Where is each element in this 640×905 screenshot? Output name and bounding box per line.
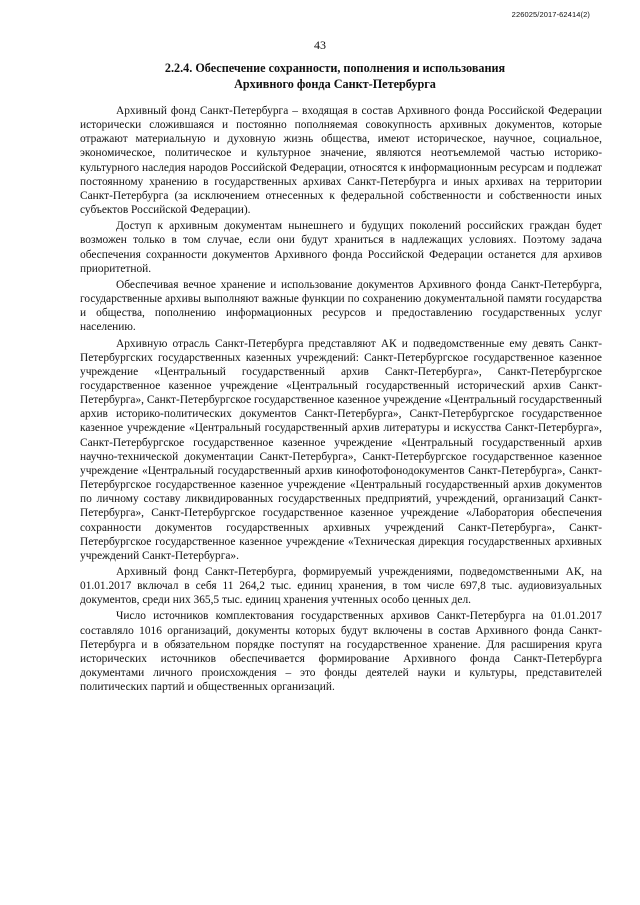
paragraph-fund-statistics: Архивный фонд Санкт-Петербурга, формируемый учреждениями, подведомственными АК, на 01.01.2017 включал в себя 11 264,2 тыс. единиц хранения, в том числе 697,8 тыс. аудиовизуальных документов, среди них 365,5 тыс. единиц хранения учтенных особо ценных дел. — [80, 566, 602, 607]
paragraph-eternal-storage: Обеспечивая вечное хранение и использование документов Архивного фонда Санкт-Петербурга, государственные архивы выполняют важные функции по сохранению документальной памяти государства и общества, пополнению информационных ресурсов и предоставлению государственных услуг населению. — [80, 278, 602, 334]
document-registration-number: 226025/2017-62414(2) — [511, 10, 590, 19]
paragraph-acquisition-sources: Число источников комплектования государственных архивов Санкт-Петербурга на 01.01.2017 составляло 1016 организаций, документы которых будут включены в состав Архивного фонда Санкт-Петербурга и в обязательном порядке поступят на государственное хранение. Для расширения круга исторических источников обеспечивается формирование Архивного фонда Санкт-Петербурга документами личного происхождения – это фонды деятелей науки и культуры, представителей политических партий и общественных организаций. — [80, 610, 602, 694]
paragraph-access-to-documents: Доступ к архивным документам нынешнего и будущих поколений российских граждан будет возможен только в том случае, если они будут храниться в надлежащих условиях. Поэтому задача обеспечения сохранности документов Архивного фонда Российской Федерации останется для архивов приоритетной. — [80, 220, 602, 275]
paragraph-archival-institutions: Архивную отрасль Санкт-Петербурга представляют АК и подведомственные ему девять Санкт-Петербургских государственных казенных учреждений: Санкт-Петербургское государственное казенное учреждение «Центральный государственный архив Санкт-Петербурга», Санкт-Петербургское государственное казенное учреждение «Центральный государственный исторический архив Санкт-Петербурга», Санкт-Петербургское государственное казенное учреждение «Центральный государственный архив историко-политических документов Санкт-Петербурга», Санкт-Петербургское государственное казенное учреждение «Центральный государственный архив литературы и искусства Санкт-Петербурга», Санкт-Петербургское государственное казенное учреждение «Центральный государственный архив научно-технической документации Санкт-Петербурга», Санкт-Петербургское государственное казенное учреждение «Центральный государственный архив кинофотофонодокументов Санкт-Петербурга», Санкт-Петербургское государственное казенное учреждение «Центральный государственный архив документов по личному составу ликвидированных государственных предприятий, учреждений, организаций Санкт-Петербурга», Санкт-Петербургское государственное казенное учреждение «Лаборатория обеспечения сохранности документов государственных архивных учреждений Санкт-Петербурга», Санкт-Петербургское государственное казенное учреждение «Техническая дирекция государственных архивных учреждений Санкт-Петербурга». — [80, 337, 602, 562]
section-title-line-1: 2.2.4. Обеспечение сохранности, пополнения и использования — [164, 61, 506, 75]
document-body — [80, 104, 602, 696]
paragraph-archival-fund-definition: Архивный фонд Санкт-Петербурга – входящая в состав Архивного фонда Российской Федерации исторически сложившаяся и постоянно пополняемая совокупность архивных документов, которые отражают материальную и духовную жизнь общества, имеют историческое, научное, социальное, экономическое, политическое и культурное значение, являются неотъемлемой частью историко-культурного наследия народов Российской Федерации, относятся к информационным ресурсам и подлежат постоянному хранению в государственных архивах Санкт-Петербурга и иных архивах на территории Санкт-Петербурга (за исключением отнесенных к федеральной собственности и собственности иных субъектов Российской Федерации). — [80, 105, 602, 217]
section-title-line-2: Архивного фонда Санкт-Петербурга — [234, 76, 436, 91]
page-number: 43 — [314, 38, 326, 52]
section-title — [80, 61, 590, 92]
